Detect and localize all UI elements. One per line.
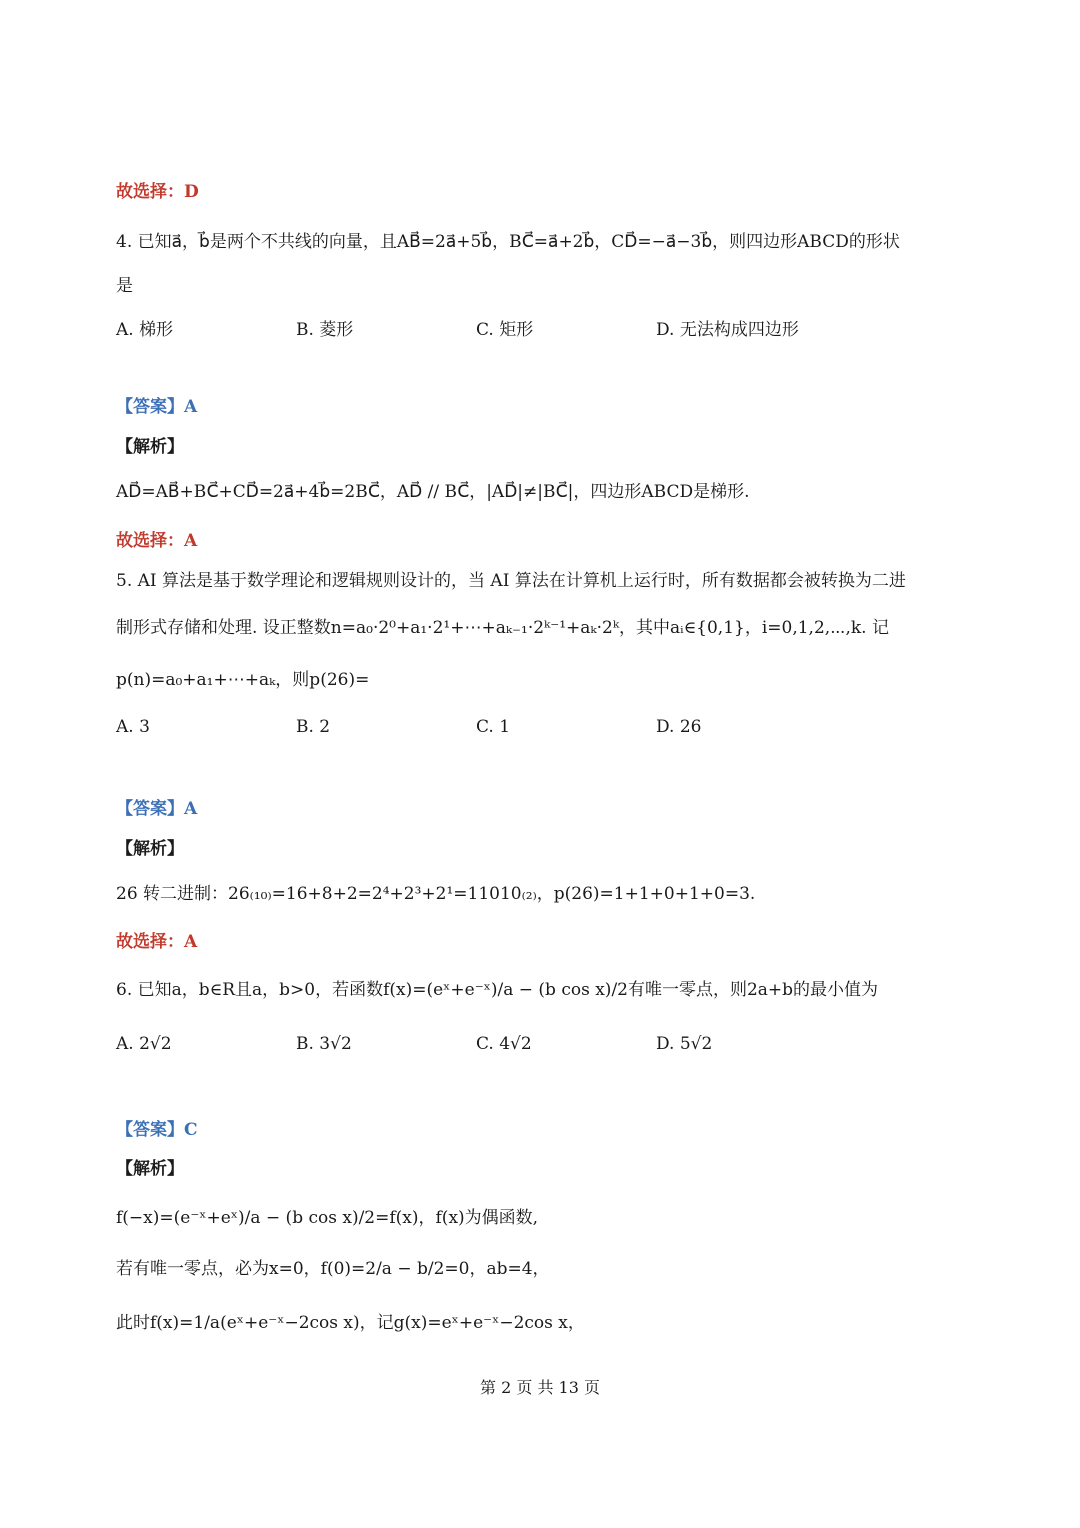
q6-answer: 【答案】C — [116, 1120, 198, 1140]
q6-solution-2: 若有唯一零点，必为x=0，f(0)=2/a − b/2=0，ab=4， — [116, 1259, 550, 1279]
page-footer: 第 2 页 共 13 页 — [480, 1378, 600, 1397]
q6-analysis-heading: 【解析】 — [116, 1159, 184, 1179]
q5-choice-c: C. 1 — [476, 717, 511, 737]
q4-solution: AD⃗=AB⃗+BC⃗+CD⃗=2a⃗+4b⃗=2BC⃗，AD⃗ // BC⃗，|AD⃗|≠|BC⃗|，四边形ABCD是梯形. — [116, 482, 750, 502]
q4-choice-c: C. 矩形 — [476, 320, 534, 340]
q4-choice-a: A. 梯形 — [116, 320, 174, 340]
q5-choice-d: D. 26 — [656, 717, 702, 737]
question-5-stem: 5. AI 算法是基于数学理论和逻辑规则设计的，当 AI 算法在计算机上运行时，所有数据都会被转换为二进 — [116, 571, 906, 591]
q4-selection: 故选择：A — [116, 531, 198, 551]
question-6-stem: 6. 已知a，b∈R且a，b>0，若函数f(x)=(eˣ+e⁻ˣ)/a − (b cos x)/2有唯一零点，则2a+b的最小值为 — [116, 980, 879, 1000]
q4-choice-b: B. 菱形 — [296, 320, 354, 340]
question-4-stem-cont: 是 — [116, 276, 133, 296]
q6-solution-1: f(−x)=(e⁻ˣ+eˣ)/a − (b cos x)/2=f(x)，f(x)为偶函数, — [116, 1208, 539, 1228]
q4-answer: 【答案】A — [116, 397, 198, 417]
q6-choice-b: B. 3√2 — [296, 1034, 352, 1054]
q6-choice-d: D. 5√2 — [656, 1034, 713, 1054]
q6-solution-3: 此时f(x)=1/a(eˣ+e⁻ˣ−2cos x)，记g(x)=eˣ+e⁻ˣ−2cos x， — [116, 1313, 585, 1333]
question-4-stem: 4. 已知a⃗，b⃗是两个不共线的向量，且AB⃗=2a⃗+5b⃗，BC⃗=a⃗+2b⃗，CD⃗=−a⃗−3b⃗，则四边形ABCD的形状 — [116, 232, 900, 252]
question-5-stem-cont2: p(n)=a₀+a₁+⋯+aₖ，则p(26)= — [116, 670, 370, 690]
q6-choice-a: A. 2√2 — [116, 1034, 172, 1054]
q5-choice-b: B. 2 — [296, 717, 331, 737]
q6-choice-c: C. 4√2 — [476, 1034, 532, 1054]
question-5-stem-cont: 制形式存储和处理. 设正整数n=a₀·2⁰+a₁·2¹+⋯+aₖ₋₁·2ᵏ⁻¹+aₖ·2ᵏ，其中aᵢ∈{0,1}，i=0,1,2,⋯,k. 记 — [116, 618, 889, 638]
q5-selection: 故选择：A — [116, 932, 198, 952]
q4-analysis-heading: 【解析】 — [116, 437, 184, 457]
q5-analysis-heading: 【解析】 — [116, 839, 184, 859]
q5-choice-a: A. 3 — [116, 717, 150, 737]
q4-choice-d: D. 无法构成四边形 — [656, 320, 799, 340]
selection-line: 故选择：D — [116, 182, 199, 202]
q5-answer: 【答案】A — [116, 799, 198, 819]
q5-solution: 26 转二进制：26₍₁₀₎=16+8+2=2⁴+2³+2¹=11010₍₂₎，p(26)=1+1+0+1+0=3. — [116, 884, 756, 904]
